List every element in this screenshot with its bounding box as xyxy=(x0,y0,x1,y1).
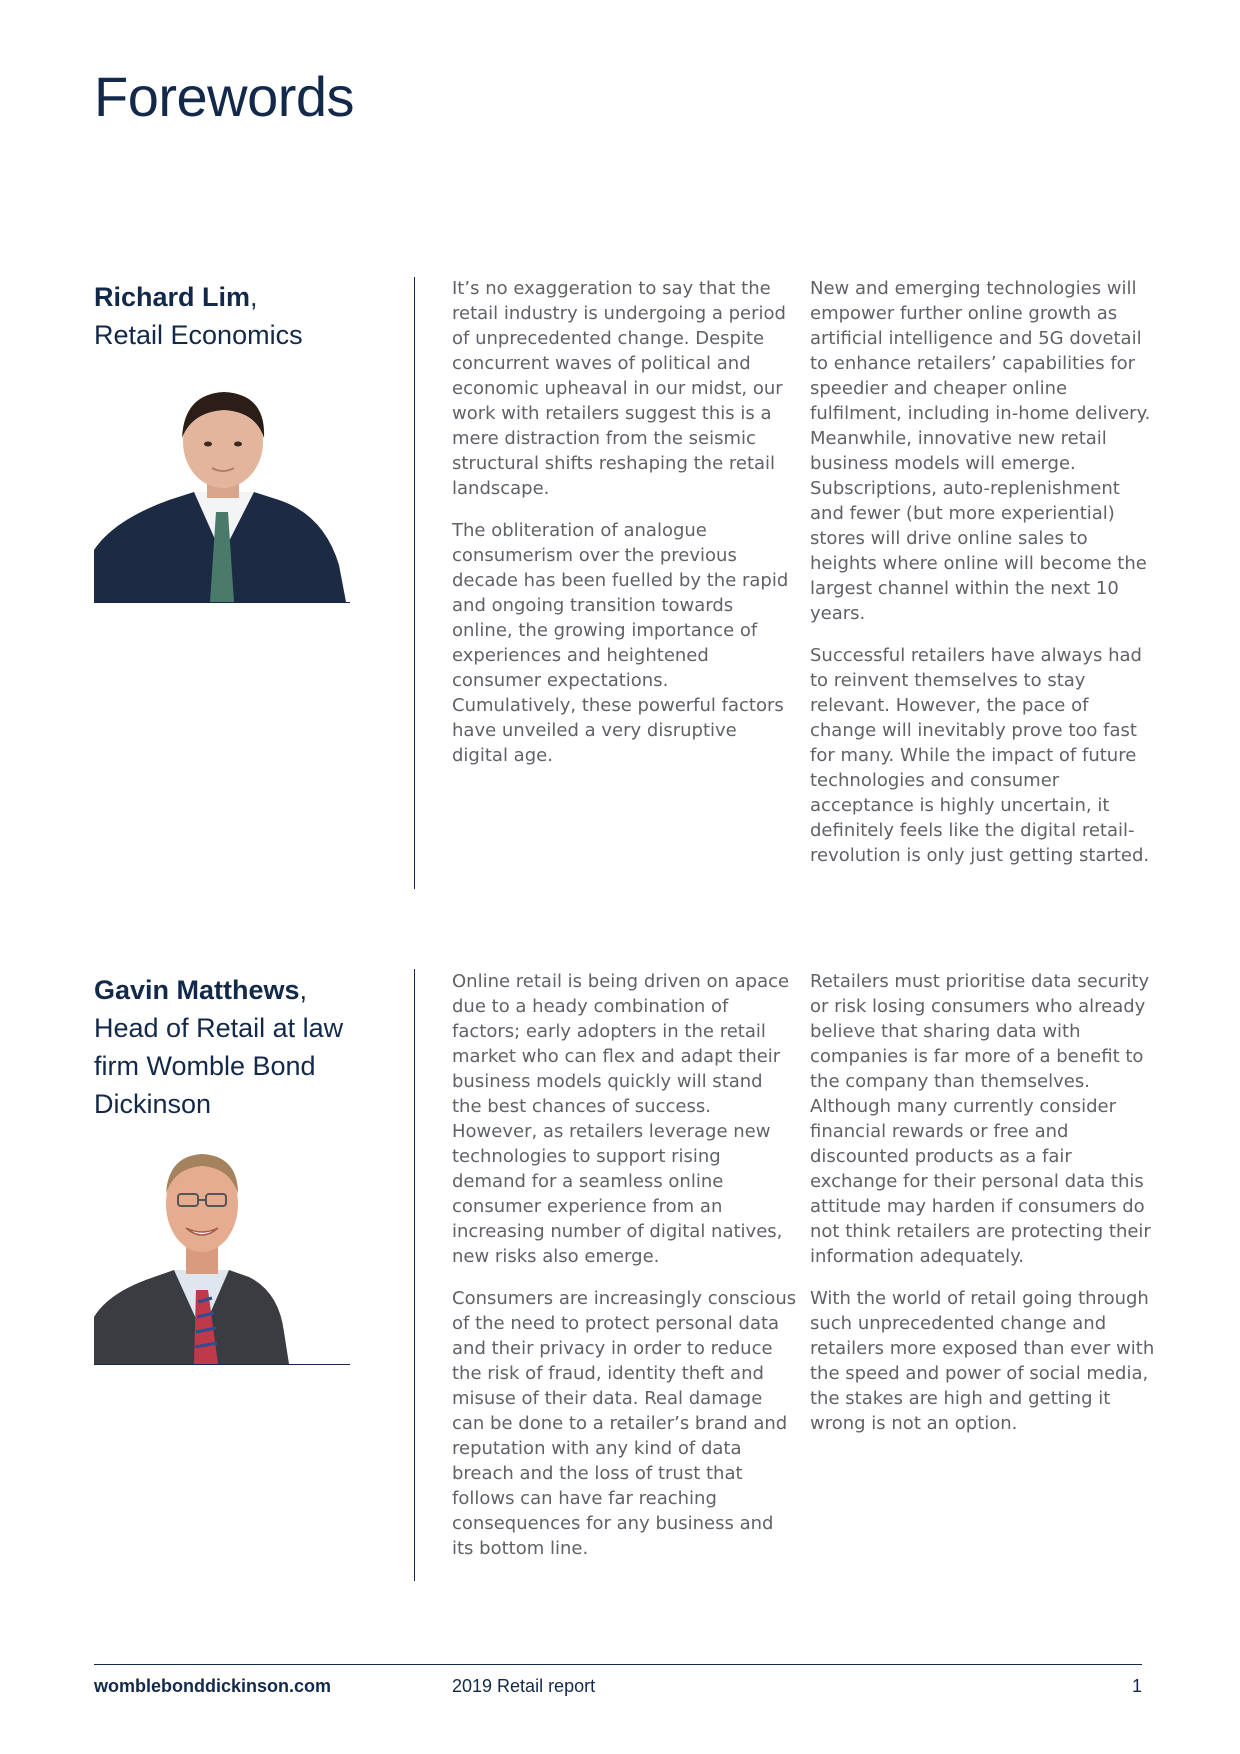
paragraph: It’s no exaggeration to say that the retail industry is undergoing a period of unprecedented change. Despite concurrent waves of political and economic upheaval in our midst, our work with retailers suggest this is a mere distraction from the seismic structural shifts reshaping the retail landscape. xyxy=(452,278,786,499)
paragraph: Retailers must prioritise data security or risk losing consumers who already believe that sharing data with companies is far more of a benefit to the company than themselves. Although many currently consider financial rewards or free and discounted products as a fair exchange for their personal data this attitude may harden if consumers do not think retailers are protecting their information adequately. xyxy=(810,971,1151,1267)
paragraph: Online retail is being driven on apace due to a heady combination of factors; early adopters in the retail market who can flex and adapt their business models quickly will stand the best chances of success. However, as retailers leverage new technologies to support rising demand for a seamless online consumer experience from an increasing number of digital natives, new risks also emerge. xyxy=(452,971,790,1267)
paragraph: Consumers are increasingly conscious of the need to protect personal data and their privacy in order to reduce the risk of fraud, identity theft and misuse of their data. Real damage can be done to a retailer’s brand and reputation with any kind of data breach and the loss of trust that follows can have far reaching consequences for any business and its bottom line. xyxy=(452,1288,797,1559)
author-heading: Richard Lim, Retail Economics xyxy=(94,282,303,350)
author-richard-lim xyxy=(94,278,364,354)
foreword-column-2 xyxy=(810,969,1155,1453)
footer-report-title: 2019 Retail report xyxy=(452,1676,596,1696)
foreword-column-2 xyxy=(810,276,1155,885)
author-name: Gavin Matthews xyxy=(94,975,300,1005)
footer-divider xyxy=(94,1664,1142,1665)
author-gavin-matthews xyxy=(94,971,364,1123)
author-photo-gavin-matthews xyxy=(94,1142,350,1365)
paragraph: New and emerging technologies will empower further online growth as artificial intelligence and 5G dovetail to enhance retailers’ capabilities for speedier and cheaper online fulfilment, including in-home delivery. Meanwhile, innovative new retail business models will emerge. Subscriptions, auto-replenishment and fewer (but more experiential) stores will drive online sales to heights where online will become the largest channel within the next 10 years. xyxy=(810,278,1151,624)
foreword-column-1 xyxy=(452,276,797,785)
author-role: Retail Economics xyxy=(94,320,303,350)
paragraph: The obliteration of analogue consumerism over the previous decade has been fuelled by the rapid and ongoing transition towards online, the growing importance of experiences and heightened consumer expectations. Cumulatively, these powerful factors have unveiled a very disruptive digital age. xyxy=(452,520,789,766)
footer-website-link[interactable]: womblebonddickinson.com xyxy=(94,1676,332,1696)
page-title: Forewords xyxy=(94,65,355,128)
paragraph: With the world of retail going through such unprecedented change and retailers more exposed than ever with the speed and power of social media, the stakes are high and getting it wrong is not an option. xyxy=(810,1288,1155,1434)
author-heading: Gavin Matthews, Head of Retail at law firm Womble Bond Dickinson xyxy=(94,975,344,1119)
divider-line xyxy=(414,969,415,1581)
author-name: Richard Lim xyxy=(94,282,251,312)
author-photo-richard-lim xyxy=(94,380,350,603)
divider-line xyxy=(414,277,415,889)
author-role: Head of Retail at law firm Womble Bond Dickinson xyxy=(94,1013,344,1119)
foreword-column-1 xyxy=(452,969,797,1578)
paragraph: Successful retailers have always had to reinvent themselves to stay relevant. However, the pace of change will inevitably prove too fast for many. While the impact of future technologies and consumer acceptance is highly uncertain, it definitely feels like the digital retail-revolution is only just getting started. xyxy=(810,645,1150,866)
page-number: 1 xyxy=(1131,1676,1142,1696)
